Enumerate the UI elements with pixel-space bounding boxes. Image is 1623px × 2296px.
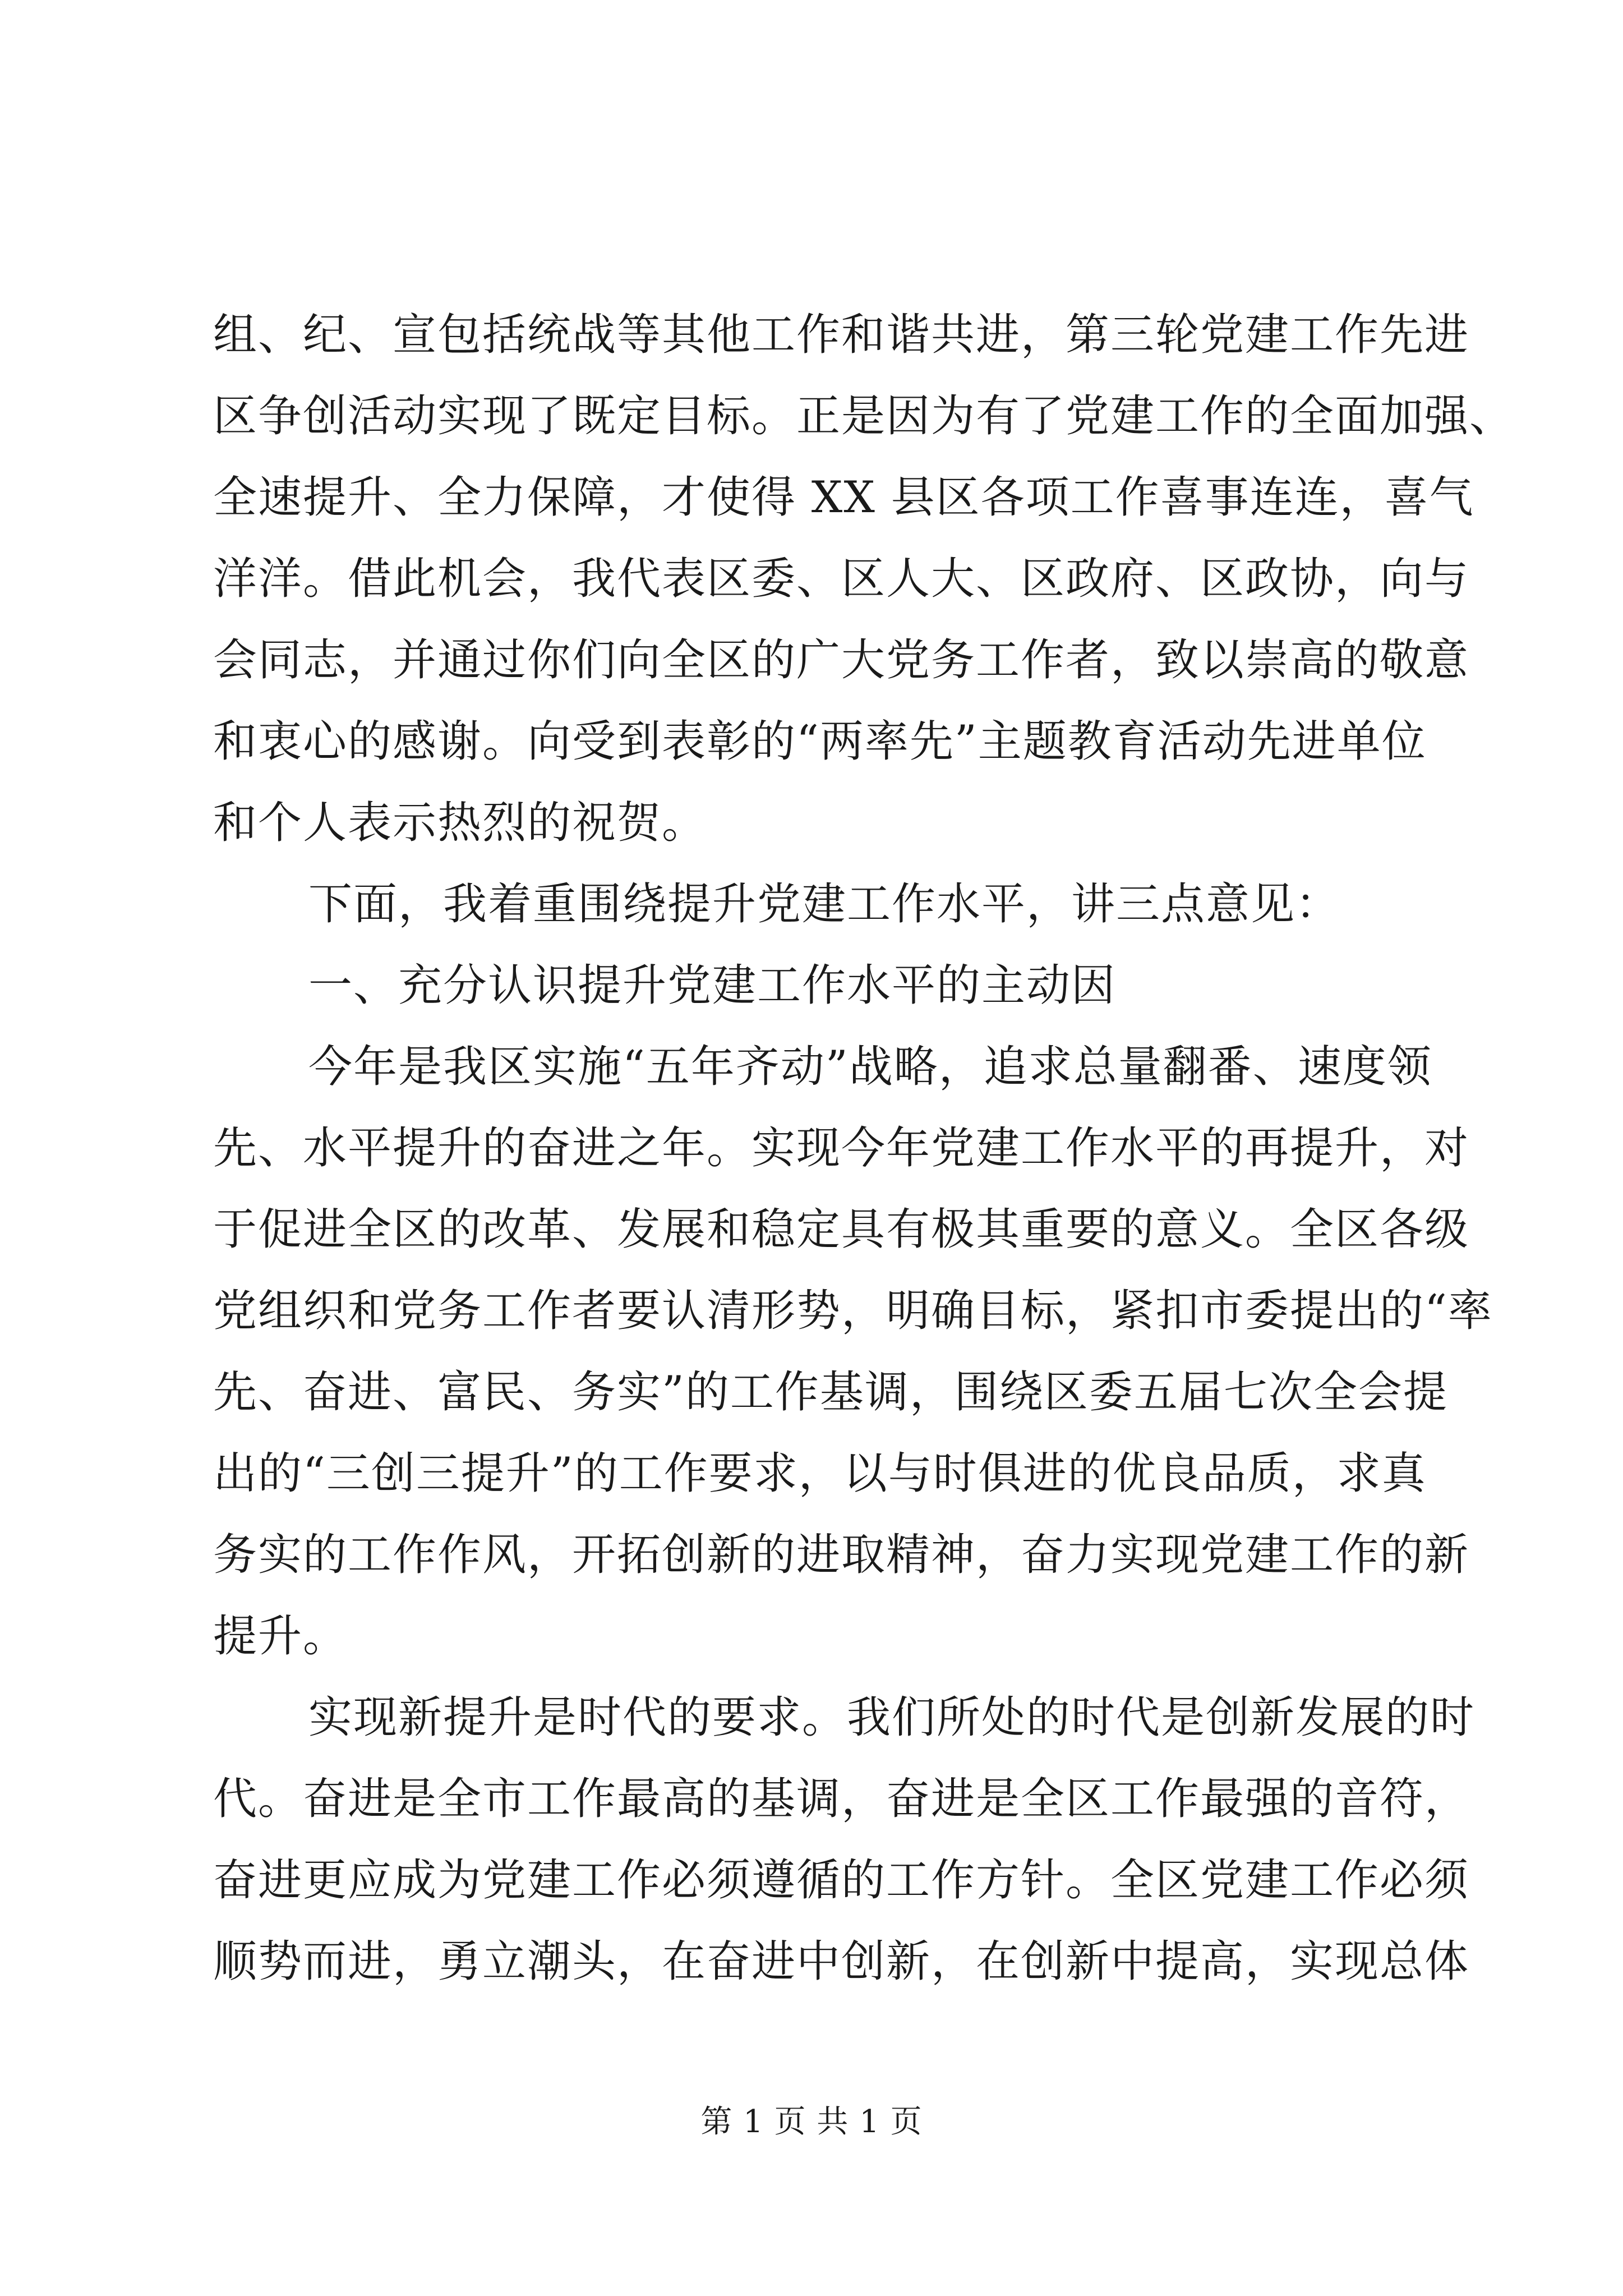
body-line: 和衷心的感谢。向受到表彰的“两率先”主题教育活动先进单位 — [213, 716, 1427, 767]
body-line: 实现新提升是时代的要求。我们所处的时代是创新发展的时 — [308, 1692, 1476, 1743]
body-line: 会同志，并通过你们向全区的广大党务工作者，致以崇高的敬意 — [213, 635, 1470, 685]
body-line: 和个人表示热烈的祝贺。 — [213, 798, 707, 848]
body-line: 组、纪、宣包括统战等其他工作和谐共进，第三轮党建工作先进 — [213, 310, 1470, 360]
body-line: 奋进更应成为党建工作必须遵循的工作方针。全区党建工作必须 — [213, 1855, 1470, 1906]
document-body — [213, 295, 1515, 2003]
body-line: 务实的工作作风，开拓创新的进取精神，奋力实现党建工作的新 — [213, 1530, 1470, 1580]
body-line: 全速提升、全力保障，才使得 XX 县区各项工作喜事连连，喜气 — [213, 472, 1474, 523]
body-line: 先、水平提升的奋进之年。实现今年党建工作水平的再提升，对 — [213, 1123, 1470, 1174]
body-line: 党组织和党务工作者要认清形势，明确目标，紧扣市委提出的“率 — [213, 1286, 1493, 1336]
body-line: 提升。 — [213, 1611, 348, 1662]
body-line: 下面，我着重围绕提升党建工作水平，讲三点意见： — [308, 879, 1341, 930]
body-line: 洋洋。借此机会，我代表区委、区人大、区政府、区政协，向与 — [213, 554, 1470, 604]
body-line: 代。奋进是全市工作最高的基调，奋进是全区工作最强的音符， — [213, 1774, 1470, 1824]
body-line: 先、奋进、富民、务实”的工作基调，围绕区委五届七次全会提 — [213, 1367, 1448, 1418]
section-heading: 一、充分认识提升党建工作水平的主动因 — [308, 960, 1117, 1011]
body-line: 今年是我区实施“五年齐动”战略，追求总量翻番、速度领 — [308, 1042, 1432, 1092]
body-line: 于促进全区的改革、发展和稳定具有极其重要的意义。全区各级 — [213, 1204, 1470, 1255]
page-footer: 第 1 页 共 1 页 — [700, 2104, 923, 2140]
body-line: 顺势而进，勇立潮头，在奋进中创新，在创新中提高，实现总体 — [213, 1936, 1470, 1987]
body-line: 出的“三创三提升”的工作要求，以与时俱进的优良品质，求真 — [213, 1448, 1427, 1499]
body-line: 区争创活动实现了既定目标。正是因为有了党建工作的全面加强、 — [213, 391, 1515, 441]
